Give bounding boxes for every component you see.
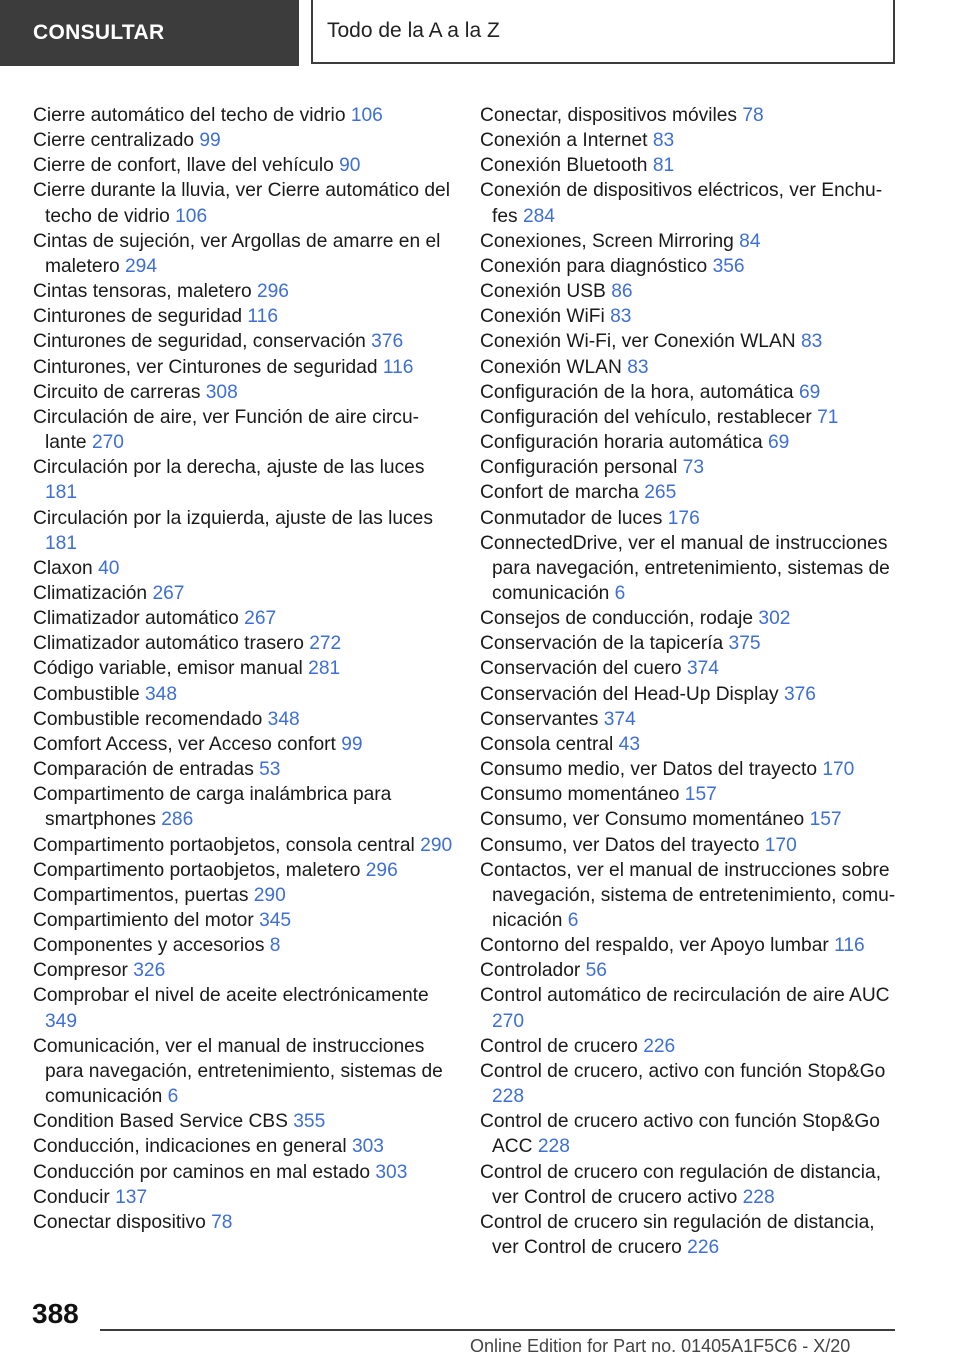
- index-entry: [33, 858, 453, 883]
- index-entry: [480, 329, 900, 354]
- page-reference-link[interactable]: 226: [643, 1035, 676, 1057]
- index-entry: [480, 631, 900, 656]
- index-entry: [33, 128, 453, 153]
- index-entry: [33, 380, 453, 405]
- index-term: Conexión WLAN: [480, 356, 622, 378]
- index-term: Combustible: [33, 683, 140, 705]
- page-reference-link[interactable]: 303: [375, 1161, 408, 1183]
- page-reference-link[interactable]: 356: [712, 255, 745, 277]
- index-term: Consumo momentáneo: [480, 784, 680, 806]
- index-entry: [480, 757, 900, 782]
- index-term: Compartimento portaobjetos, maletero: [33, 859, 361, 881]
- page-reference-link[interactable]: 270: [492, 1010, 525, 1032]
- index-term: Condition Based Service CBS: [33, 1111, 288, 1133]
- index-term: Cintas tensoras, maletero: [33, 281, 252, 303]
- index-term: Conectar, dispositivos móviles: [480, 105, 738, 126]
- index-term: Conexión WiFi: [480, 306, 605, 328]
- page-reference-link[interactable]: 170: [822, 759, 855, 781]
- page-reference-link[interactable]: 374: [686, 658, 719, 680]
- index-term: Cinturones, ver Cinturones de seguridad: [33, 356, 378, 378]
- page-reference-link[interactable]: 290: [253, 884, 286, 906]
- index-term: Conducir: [33, 1186, 110, 1208]
- section-title: CONSULTAR: [33, 21, 165, 44]
- index-term: Cintas de sujeción, ver Argollas de amarre en el maletero: [33, 230, 441, 277]
- page-reference-link[interactable]: 137: [115, 1186, 148, 1208]
- index-entry: [480, 1160, 900, 1210]
- index-entry: [480, 128, 900, 153]
- index-term: Código variable, emisor manual: [33, 658, 303, 680]
- index-entry: [33, 1210, 453, 1235]
- index-term: Conexión USB: [480, 281, 606, 303]
- index-entry: [480, 455, 900, 480]
- index-entry: [33, 103, 453, 128]
- index-term: Circuito de carreras: [33, 381, 201, 403]
- page-reference-link[interactable]: 84: [739, 230, 761, 252]
- page-reference-link[interactable]: 326: [133, 960, 166, 982]
- index-entry: [480, 682, 900, 707]
- page-reference-link[interactable]: 375: [728, 633, 761, 655]
- index-term: Comprobar el nivel de aceite electrónicamente: [33, 985, 429, 1007]
- index-entry: [480, 531, 900, 606]
- index-entry: [33, 455, 453, 505]
- index-term: Conexión para diagnóstico: [480, 255, 708, 277]
- index-entry: [480, 958, 900, 983]
- index-entry: [480, 103, 900, 128]
- index-entry: [33, 908, 453, 933]
- index-term: Climatizador automático trasero: [33, 633, 304, 655]
- index-term: Conducción, indicaciones en general: [33, 1136, 347, 1158]
- page-reference-link[interactable]: 290: [420, 834, 453, 856]
- index-term: Consumo, ver Consumo momentáneo: [480, 809, 805, 831]
- index-term: Consumo, ver Datos del trayecto: [480, 834, 760, 856]
- index-entry: [480, 707, 900, 732]
- index-term: Configuración personal: [480, 457, 678, 479]
- page-reference-link[interactable]: 56: [585, 960, 607, 982]
- index-entry: [480, 858, 900, 933]
- index-term: Conexión Wi-Fi, ver Conexión WLAN: [480, 331, 796, 353]
- index-term: Configuración horaria automática: [480, 432, 763, 454]
- page-reference-link[interactable]: 181: [45, 482, 78, 504]
- index-term: Cierre centralizado: [33, 130, 195, 152]
- index-term: Conducción por caminos en mal estado: [33, 1161, 371, 1183]
- index-entry: [33, 355, 453, 380]
- index-entry: [480, 1210, 900, 1260]
- page-reference-link[interactable]: 308: [205, 381, 238, 403]
- index-term: Conservantes: [480, 708, 599, 730]
- page-reference-link[interactable]: 157: [809, 809, 842, 831]
- page-reference-link[interactable]: 284: [522, 205, 555, 227]
- index-term: Controlador: [480, 960, 581, 982]
- index-term: Control de crucero: [480, 1035, 638, 1057]
- index-entry: [33, 506, 453, 556]
- page-reference-link[interactable]: 228: [742, 1186, 775, 1208]
- index-term: Conexión a Internet: [480, 130, 648, 152]
- index-term: Contactos, ver el manual de instrucciones sobre navegación, sistema de entretenimiento, comunicación: [480, 859, 896, 931]
- page-reference-link[interactable]: 374: [603, 708, 636, 730]
- index-entry: [33, 606, 453, 631]
- page-reference-link[interactable]: 226: [687, 1237, 720, 1259]
- index-term: Climatización: [33, 582, 148, 604]
- page-reference-link[interactable]: 73: [682, 457, 705, 479]
- index-term: Conservación del Head-Up Display: [480, 683, 779, 705]
- index-term: Cierre durante la lluvia, ver Cierre automático del techo de vidrio: [33, 180, 450, 227]
- index-term: Cinturones de seguridad, conservación: [33, 331, 366, 353]
- page-reference-link[interactable]: 69: [768, 432, 790, 454]
- page-reference-link[interactable]: 99: [199, 130, 221, 152]
- page-header: [0, 0, 960, 66]
- index-term: Consola central: [480, 733, 614, 755]
- index-term: Conexión Bluetooth: [480, 155, 648, 177]
- footer-divider: [100, 1329, 895, 1331]
- index-entry: [33, 1034, 453, 1109]
- page-reference-link[interactable]: 8: [269, 935, 281, 957]
- page-reference-link[interactable]: 90: [339, 155, 361, 177]
- index-entry: [480, 1034, 900, 1059]
- index-entry: [480, 405, 900, 430]
- index-column-right: [480, 103, 900, 1260]
- index-entry: [480, 304, 900, 329]
- index-term: Compartimento de carga inalámbrica para smartphones: [33, 784, 392, 831]
- page-reference-link[interactable]: 157: [684, 784, 717, 806]
- index-entry: [33, 178, 453, 228]
- index-entry: [33, 229, 453, 279]
- index-entry: [33, 556, 453, 581]
- page-reference-link[interactable]: 302: [758, 608, 791, 630]
- page-reference-link[interactable]: 267: [244, 608, 277, 630]
- index-term: Climatizador automático: [33, 608, 239, 630]
- index-term: Combustible recomendado: [33, 708, 263, 730]
- page-reference-link[interactable]: 228: [537, 1136, 570, 1158]
- index-term: Consejos de conducción, rodaje: [480, 608, 754, 630]
- page-reference-link[interactable]: 83: [610, 306, 632, 328]
- page-reference-link[interactable]: 265: [644, 482, 677, 504]
- index-entry: [33, 329, 453, 354]
- page-reference-link[interactable]: 376: [783, 683, 816, 705]
- page-reference-link[interactable]: 106: [175, 205, 208, 227]
- index-entry: [480, 983, 900, 1033]
- index-entry: [480, 279, 900, 304]
- index-entry: [33, 732, 453, 757]
- page-reference-link[interactable]: 349: [45, 1010, 78, 1032]
- index-term: Conservación de la tapicería: [480, 633, 724, 655]
- page-reference-link[interactable]: 286: [161, 809, 194, 831]
- index-term: Circulación por la derecha, ajuste de las luces: [33, 457, 425, 479]
- page-reference-link[interactable]: 6: [167, 1086, 179, 1108]
- page-reference-link[interactable]: 348: [267, 708, 300, 730]
- index-entry: [33, 631, 453, 656]
- page-reference-link[interactable]: 294: [125, 255, 158, 277]
- index-entry: [33, 782, 453, 832]
- index-term: Comunicación, ver el manual de instrucciones para navegación, entretenimiento, sistemas de comunicación: [33, 1035, 443, 1108]
- page-reference-link[interactable]: 69: [798, 381, 821, 403]
- index-term: Configuración del vehículo, restablecer: [480, 406, 812, 428]
- index-entry: [480, 606, 900, 631]
- index-entry: [480, 153, 900, 178]
- page-reference-link[interactable]: 355: [293, 1111, 326, 1133]
- page-reference-link[interactable]: 81: [652, 155, 675, 177]
- page-reference-link[interactable]: 303: [351, 1136, 384, 1158]
- index-entry: [480, 1059, 900, 1109]
- index-term: Consumo medio, ver Datos del trayecto: [480, 759, 817, 781]
- index-term: Componentes y accesorios: [33, 935, 265, 957]
- index-term: Conservación del cuero: [480, 658, 682, 680]
- index-entry: [33, 1185, 453, 1210]
- page-reference-link[interactable]: 78: [211, 1211, 233, 1233]
- index-term: Compartimento portaobjetos, consola central: [33, 834, 415, 856]
- page-reference-link[interactable]: 6: [614, 582, 626, 604]
- index-term: Compartimiento del motor: [33, 910, 254, 931]
- index-term: Cierre automático del techo de vidrio: [33, 105, 346, 126]
- page-reference-link[interactable]: 71: [817, 406, 839, 428]
- page-reference-link[interactable]: 116: [247, 306, 279, 328]
- index-entry: [480, 833, 900, 858]
- index-term: Cinturones de seguridad: [33, 306, 243, 328]
- index-entry: [33, 1160, 453, 1185]
- index-entry: [33, 958, 453, 983]
- index-term: Claxon: [33, 557, 93, 579]
- index-term: Cierre de confort, llave del vehículo: [33, 155, 334, 177]
- index-entry: [33, 707, 453, 732]
- index-term: Compartimentos, puertas: [33, 884, 249, 906]
- page-reference-link[interactable]: 99: [341, 733, 363, 755]
- index-term: Control automático de recirculación de aire AUC: [480, 985, 890, 1007]
- index-entry: [480, 254, 900, 279]
- index-term: Circulación de aire, ver Función de aire circulante: [33, 406, 420, 454]
- index-entry: [33, 883, 453, 908]
- page-reference-link[interactable]: 116: [834, 935, 865, 957]
- index-entry: [33, 656, 453, 681]
- section-tab: [0, 0, 299, 66]
- page-reference-link[interactable]: 270: [91, 432, 124, 454]
- index-entry: [33, 983, 453, 1033]
- page-reference-link[interactable]: 106: [350, 105, 383, 126]
- index-term: Contorno del respaldo, ver Apoyo lumbar: [480, 935, 829, 957]
- index-term: Comparación de entradas: [33, 759, 254, 781]
- index-term: Control de crucero, activo con función Stop&Go: [480, 1060, 886, 1082]
- page-reference-link[interactable]: 281: [308, 658, 341, 680]
- page-reference-link[interactable]: 83: [652, 130, 675, 152]
- page-reference-link[interactable]: 348: [145, 683, 178, 705]
- index-entry: [480, 430, 900, 455]
- page-reference-link[interactable]: 267: [152, 582, 185, 604]
- index-term: Control de crucero activo con función Stop&Go ACC: [480, 1111, 880, 1158]
- chapter-title: Todo de la A a la Z: [327, 19, 500, 42]
- index-entry: [33, 933, 453, 958]
- page-reference-link[interactable]: 272: [309, 633, 342, 655]
- page-reference-link[interactable]: 6: [567, 910, 579, 931]
- index-entry: [33, 279, 453, 304]
- index-term: ConnectedDrive, ver el manual de instrucciones para navegación, entretenimiento, sistemas de comunicación: [480, 532, 890, 604]
- page-reference-link[interactable]: 296: [256, 281, 289, 303]
- index-term: Compresor: [33, 960, 128, 982]
- page-reference-link[interactable]: 296: [365, 859, 398, 881]
- index-term: Configuración de la hora, automática: [480, 381, 794, 403]
- index-entry: [33, 581, 453, 606]
- index-column-left: [33, 103, 453, 1235]
- index-entry: [33, 405, 453, 455]
- index-entry: [33, 682, 453, 707]
- page-reference-link[interactable]: 176: [667, 507, 700, 529]
- index-term: Conectar dispositivo: [33, 1211, 206, 1233]
- page-reference-link[interactable]: 83: [627, 356, 649, 378]
- index-entry: [480, 355, 900, 380]
- index-entry: [480, 732, 900, 757]
- chapter-title-box: [311, 0, 895, 64]
- page-reference-link[interactable]: 43: [618, 733, 641, 755]
- index-entry: [480, 480, 900, 505]
- page-reference-link[interactable]: 181: [45, 532, 78, 554]
- index-entry: [480, 1109, 900, 1159]
- page-reference-link[interactable]: 78: [742, 105, 764, 126]
- index-entry: [480, 229, 900, 254]
- index-entry: [33, 304, 453, 329]
- index-term: Confort de marcha: [480, 482, 639, 504]
- index-term: Control de crucero con regulación de distancia, ver Control de crucero activo: [480, 1161, 882, 1208]
- page-reference-link[interactable]: 83: [800, 331, 823, 353]
- index-entry: [480, 933, 900, 958]
- index-entry: [33, 153, 453, 178]
- index-term: Conexión de dispositivos eléctricos, ver Enchufes: [480, 180, 883, 227]
- index-entry: [480, 506, 900, 531]
- index-entry: [480, 656, 900, 681]
- page-number: 388: [32, 1298, 79, 1329]
- page-reference-link[interactable]: 228: [492, 1086, 525, 1108]
- page-reference-link[interactable]: 345: [259, 910, 292, 931]
- page-reference-link[interactable]: 40: [98, 557, 120, 579]
- index-term: Comfort Access, ver Acceso confort: [33, 733, 336, 755]
- index-entry: [480, 380, 900, 405]
- page-reference-link[interactable]: 376: [371, 331, 404, 353]
- index-term: Control de crucero sin regulación de distancia, ver Control de crucero: [480, 1211, 875, 1259]
- page-reference-link[interactable]: 86: [611, 281, 633, 303]
- page-reference-link[interactable]: 53: [259, 759, 281, 781]
- index-entry: [480, 178, 900, 228]
- index-entry: [33, 833, 453, 858]
- index-entry: [480, 807, 900, 832]
- edition-note: Online Edition for Part no. 01405A1F5C6 - X/20: [470, 1336, 851, 1356]
- index-entry: [480, 782, 900, 807]
- index-entry: [33, 1134, 453, 1159]
- index-entry: [33, 757, 453, 782]
- page-reference-link[interactable]: 170: [764, 834, 797, 856]
- index-entry: [33, 1109, 453, 1134]
- index-term: Conexiones, Screen Mirroring: [480, 230, 734, 252]
- index-term: Conmutador de luces: [480, 507, 663, 529]
- page-reference-link[interactable]: 116: [382, 356, 414, 378]
- index-term: Circulación por la izquierda, ajuste de las luces: [33, 507, 433, 529]
